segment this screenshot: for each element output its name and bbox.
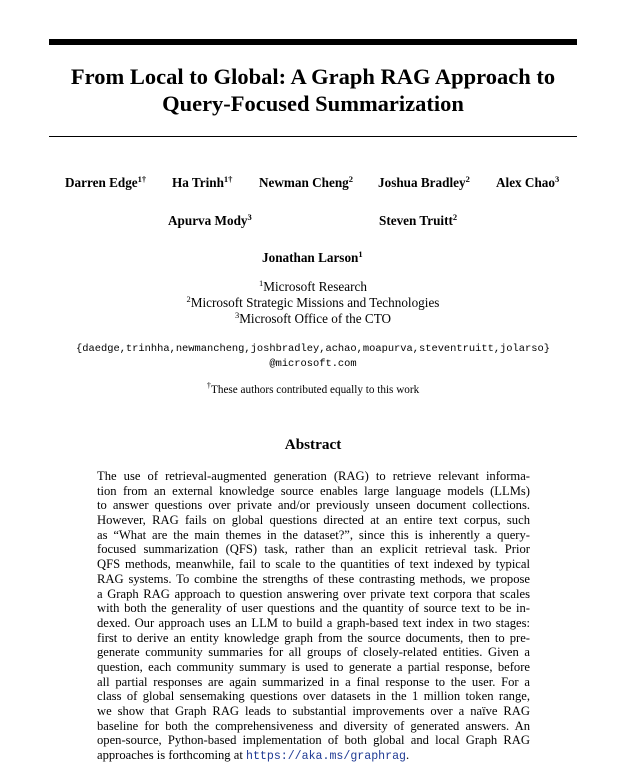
paper-title xyxy=(40,63,586,117)
abstract-body xyxy=(97,469,530,763)
abstract-heading: Abstract xyxy=(284,436,342,453)
abstract-line: first to derive an entity knowledge graph from the source documents, then to pre- xyxy=(97,630,530,645)
abstract-line: open-source, Python-based implementation of both global and local Graph RAG xyxy=(97,733,530,748)
affiliation-mark: 2 xyxy=(186,294,191,304)
author-name: Joshua Bradley xyxy=(378,175,466,190)
author xyxy=(496,175,559,191)
author-mark: 1 xyxy=(358,249,363,259)
author xyxy=(259,175,353,191)
affiliation xyxy=(40,295,586,311)
author xyxy=(262,250,363,266)
affiliation-name: Microsoft Office of the CTO xyxy=(239,311,392,326)
abstract-line: focused summarization (QFS) task, rather than an explicit retrieval task. Prior xyxy=(97,542,530,557)
abstract-line: as “What are the main themes in the dataset?”, since this is inherently a query- xyxy=(97,527,530,542)
abstract-line: class of global sensemaking questions over datasets in the 1 million token range, xyxy=(97,689,530,704)
abstract-line: RAG systems. To combine the strengths of these contrasting methods, we propose xyxy=(97,571,530,586)
author-emails xyxy=(40,342,586,371)
title-line: From Local to Global: A Graph RAG Approach to xyxy=(70,64,556,89)
note-mark: † xyxy=(206,380,212,390)
title-rule xyxy=(49,136,577,137)
author xyxy=(172,175,232,191)
affiliations xyxy=(40,279,586,327)
author xyxy=(168,213,252,229)
author-name: Jonathan Larson xyxy=(262,250,359,265)
affiliation xyxy=(40,279,586,295)
author-name: Steven Truitt xyxy=(379,213,453,228)
email-line: @microsoft.com xyxy=(269,357,357,370)
abstract-last-text: approaches is forthcoming at xyxy=(97,748,246,763)
abstract-line: a Graph RAG approach to question answering over private text corpora that scales xyxy=(97,586,530,601)
abstract-line: all partial responses are again summarized in a final response to the user. For a xyxy=(97,674,530,689)
abstract-line xyxy=(97,748,530,763)
author xyxy=(378,175,470,191)
equal-contribution-note xyxy=(40,380,586,397)
author-mark: 3 xyxy=(554,174,560,184)
top-rule xyxy=(49,39,577,45)
abstract-line: baseline for both the comprehensiveness and diversity of generated answers. An xyxy=(97,718,530,733)
affiliation-name: Microsoft Research xyxy=(263,279,367,294)
abstract-line: we show that Graph RAG leads to substantial improvements over a naïve RAG xyxy=(97,704,530,718)
abstract-line: to answer questions over private and/or previously unseen document collections. xyxy=(97,498,530,513)
author-mark: 1† xyxy=(137,174,147,184)
author xyxy=(379,213,457,229)
author-name: Ha Trinh xyxy=(172,175,224,190)
abstract-line: question, each community summary is used to generate a partial response, before xyxy=(97,659,530,674)
author-mark: 2 xyxy=(348,174,353,184)
author-name: Alex Chao xyxy=(496,175,555,190)
affiliation-mark: 1 xyxy=(259,278,264,288)
author-mark: 2 xyxy=(452,212,458,222)
abstract-line: tion from an external knowledge source enables large language models (LLMs) xyxy=(97,483,530,498)
abstract-line: The use of retrieval-augmented generation (RAG) to retrieve relevant informa- xyxy=(97,469,530,483)
affiliation xyxy=(40,311,586,327)
author-name: Newman Cheng xyxy=(259,175,349,190)
author-mark: 3 xyxy=(247,212,252,222)
author-name: Darren Edge xyxy=(65,175,138,190)
note-text: These authors contributed equally to this work xyxy=(211,384,420,396)
author-mark: 1† xyxy=(223,174,233,184)
affiliation-mark: 3 xyxy=(234,310,240,320)
abstract-line: However, RAG fails on global questions directed at an entire text corpus, such xyxy=(97,513,530,528)
title-line: Query-Focused Summarization xyxy=(162,91,464,116)
email-line: {daedge,trinhha,newmancheng,joshbradley,achao,moapurva,steventruitt,jolarso} xyxy=(76,343,550,355)
graphrag-link[interactable]: https://aka.ms/graphrag xyxy=(245,750,407,764)
abstract-period: . xyxy=(406,748,410,763)
abstract-line: QFS methods, meanwhile, fail to scale to the quantities of text indexed by typical xyxy=(97,557,530,572)
author xyxy=(65,175,146,191)
affiliation-name: Microsoft Strategic Missions and Technologies xyxy=(190,295,440,310)
abstract-line: with both the generality of user questions and the quantity of source text to be in- xyxy=(97,601,530,616)
author-name: Apurva Mody xyxy=(168,213,248,228)
abstract-line: generate community summaries for all groups of closely-related entities. Given a xyxy=(97,645,530,660)
author-mark: 2 xyxy=(465,174,470,184)
abstract-line: dexed. Our approach uses an LLM to build a graph-based text index in two stages: xyxy=(97,615,530,630)
